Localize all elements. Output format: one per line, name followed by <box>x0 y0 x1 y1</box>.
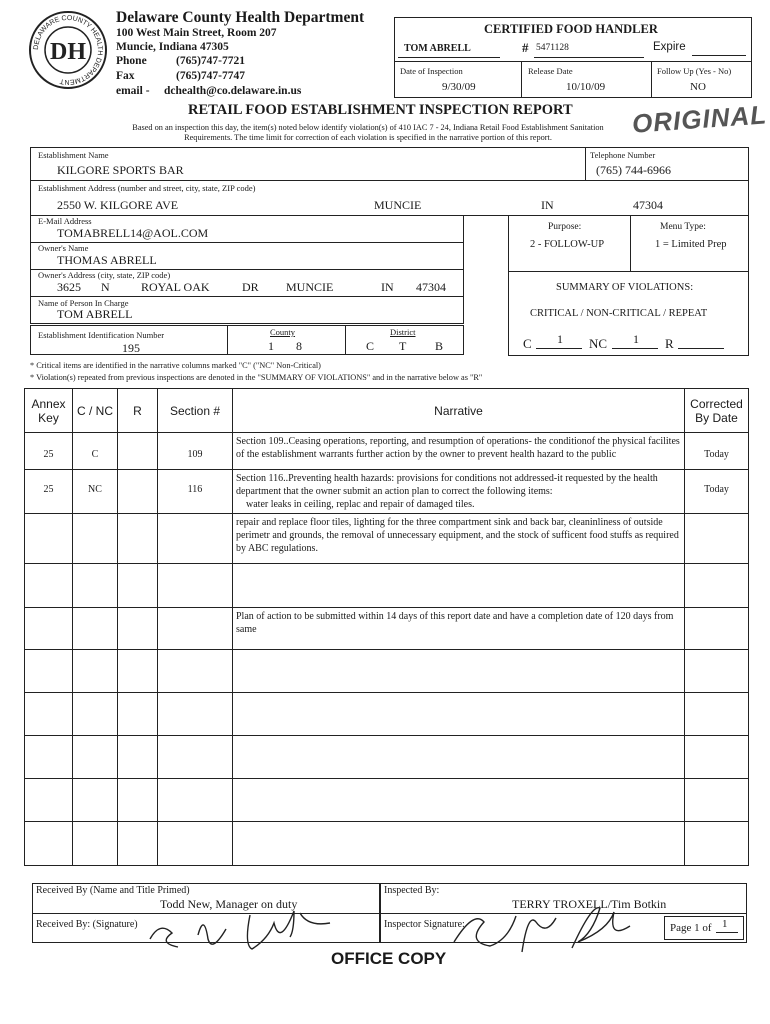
repeat-cell <box>118 433 158 470</box>
establishment-zip: 47304 <box>633 198 663 212</box>
menu-type-label: Menu Type: <box>660 222 706 232</box>
page-label: Page 1 of <box>670 922 712 934</box>
repeat-cell <box>118 564 158 608</box>
menu-type-value: 1 = Limited Prep <box>655 239 727 250</box>
c-nc-cell <box>73 693 118 736</box>
purpose-value: 2 - FOLLOW-UP <box>530 239 605 250</box>
violation-row <box>25 608 749 650</box>
establishment-name: KILGORE SPORTS BAR <box>57 163 184 177</box>
section-cell <box>158 736 233 779</box>
c-nc-cell: NC <box>73 470 118 514</box>
annex-key-cell: 25 <box>25 470 73 514</box>
section-cell <box>158 650 233 693</box>
annex-key-cell <box>25 779 73 822</box>
repeat-cell <box>118 693 158 736</box>
district-code-2: T <box>399 339 407 353</box>
narrative-cell <box>233 514 685 564</box>
summary-kinds: CRITICAL / NON-CRITICAL / REPEAT <box>530 308 708 319</box>
email-address-label: E-Mail Address <box>38 216 92 226</box>
owner-name: THOMAS ABRELL <box>57 253 157 267</box>
section-cell <box>158 514 233 564</box>
department-email: dchealth@co.delaware.in.us <box>164 85 302 97</box>
health-department-seal <box>28 10 108 90</box>
repeat-cell <box>118 736 158 779</box>
food-handler-name: TOM ABRELL <box>404 43 471 54</box>
release-date: 10/10/09 <box>566 81 606 93</box>
county-digit-1: 1 <box>268 339 274 353</box>
repeat-cell <box>118 779 158 822</box>
owner-street-suffix: DR <box>242 280 259 294</box>
repeat-items-note: * Violation(s) repeated from previous inspections are denoted in the "SUMMARY OF VIOLATIONS" and in the narrative below as "R" <box>30 373 483 382</box>
establishment-name-label: Establishment Name <box>38 150 109 160</box>
critical-items-note: * Critical items are identified in the narrative columns marked "C" ("NC" Non-Critical) <box>30 361 321 370</box>
department-name: Delaware County Health Department <box>116 9 365 26</box>
narrative-cell <box>233 693 685 736</box>
person-in-charge-label: Name of Person In Charge <box>38 298 129 308</box>
non-critical-count: 1 <box>633 332 639 346</box>
county-digit-2: 8 <box>296 339 302 353</box>
release-date-label: Release Date <box>528 66 573 76</box>
owner-city: MUNCIE <box>286 280 334 294</box>
district-code-1: C <box>366 339 375 353</box>
repeat-cell <box>118 514 158 564</box>
section-cell <box>158 779 233 822</box>
annex-key-cell <box>25 564 73 608</box>
section-cell: 116 <box>158 470 233 514</box>
non-critical-label: NC <box>589 336 608 351</box>
identification-label: Establishment Identification Number <box>38 330 165 340</box>
corrected-by-date-cell: Today <box>685 470 749 514</box>
violation-row <box>25 470 749 514</box>
c-nc-cell <box>73 564 118 608</box>
violation-row <box>25 514 749 564</box>
corrected-by-date-header: Corrected By Date <box>685 389 749 433</box>
seal-mark: DH <box>50 39 86 65</box>
seal-ring-text: DELAWARE COUNTY HEALTH DEPARTMENT <box>32 14 104 86</box>
repeat-header: R <box>118 389 158 433</box>
violation-row <box>25 564 749 608</box>
owner-name-label: Owner's Name <box>38 243 89 253</box>
expire-label: Expire <box>653 41 686 53</box>
corrected-by-date-cell <box>685 822 749 866</box>
received-by-label: Received By (Name and Title Primed) <box>36 885 190 896</box>
critical-count: 1 <box>557 332 563 346</box>
violation-row <box>25 736 749 779</box>
fax-label: Fax <box>116 70 135 82</box>
establishment-state: IN <box>541 198 554 212</box>
certificate-number-mark: # <box>522 40 529 55</box>
narrative-line: Section 109..Ceasing operations, reporting, and resumption of operations- the conditionof the physical facilites of the establishment warrants further action by the owner to prevent health hazard to the public <box>236 436 680 460</box>
narrative-line: repair and replace floor tiles, lighting for the three compartment sink and back bar, cleaninliness of outside perimetr and grounds, the removal of unnecessary equipment, and the stock of sufficent food stuffs as required by ABC regulations. <box>236 517 679 554</box>
department-phone: (765)747-7721 <box>176 55 245 67</box>
violation-row <box>25 779 749 822</box>
inspector-signature <box>444 902 634 958</box>
narrative-cell <box>233 564 685 608</box>
establishment-telephone: (765) 744-6966 <box>596 163 671 177</box>
inspected-by-name: TERRY TROXELL/Tim Botkin <box>512 897 667 911</box>
owner-street-direction: N <box>101 280 110 294</box>
violation-row <box>25 693 749 736</box>
section-cell <box>158 564 233 608</box>
food-handler-title: CERTIFIED FOOD HANDLER <box>484 22 658 36</box>
corrected-by-date-cell <box>685 514 749 564</box>
section-cell <box>158 608 233 650</box>
report-intro: Based on an inspection this day, the item(s) noted below identify violation(s) of 410 IAC 7 - 24, Indiana Retail Food Establishment Sanitation Requirements. The time limit for correction of each violation is specified in the narrative portion of this report. <box>132 123 604 143</box>
narrative-line: water leaks in ceiling, replac and repair of damaged tiles. <box>246 499 475 510</box>
annex-key-cell: 25 <box>25 433 73 470</box>
office-copy-label: OFFICE COPY <box>331 949 447 968</box>
annex-key-cell <box>25 693 73 736</box>
annex-key-cell <box>25 514 73 564</box>
violation-row <box>25 822 749 866</box>
district-label: District <box>390 327 416 337</box>
violation-row <box>25 650 749 693</box>
section-cell <box>158 822 233 866</box>
person-in-charge: TOM ABRELL <box>57 307 133 321</box>
critical-label: C <box>523 336 532 351</box>
address-label: Establishment Address (number and street, city, state, ZIP code) <box>38 183 256 193</box>
violations-table <box>24 388 749 866</box>
narrative-header: Narrative <box>233 389 685 433</box>
follow-up-value: NO <box>690 81 706 93</box>
section-header: Section # <box>158 389 233 433</box>
department-address: 100 West Main Street, Room 207 <box>116 27 277 39</box>
c-nc-cell <box>73 608 118 650</box>
c-nc-cell <box>73 779 118 822</box>
original-stamp: ORIGINAL <box>631 99 768 139</box>
repeat-cell <box>118 822 158 866</box>
corrected-by-date-cell <box>685 608 749 650</box>
narrative-cell <box>233 470 685 514</box>
c-nc-cell <box>73 822 118 866</box>
narrative-cell <box>233 433 685 470</box>
department-city: Muncie, Indiana 47305 <box>116 41 229 53</box>
summary-title: SUMMARY OF VIOLATIONS: <box>556 282 694 293</box>
report-title: RETAIL FOOD ESTABLISHMENT INSPECTION REPORT <box>188 102 573 118</box>
owner-state: IN <box>381 280 394 294</box>
narrative-line: Plan of action to be submitted within 14 days of this report date and have a completion date of 120 days from same <box>236 611 674 635</box>
corrected-by-date-cell <box>685 779 749 822</box>
violation-row <box>25 433 749 470</box>
narrative-cell <box>233 650 685 693</box>
narrative-line: Section 116..Preventing health hazards: provisions for conditions not addressed-it requested by the health department that the owner submit an action plan to correct the following items: <box>236 473 658 497</box>
repeat-cell <box>118 470 158 514</box>
owner-street-number: 3625 <box>57 280 81 294</box>
corrected-by-date-cell: Today <box>685 433 749 470</box>
establishment-email: TOMABRELL14@AOL.COM <box>57 226 209 240</box>
phone-label: Phone <box>116 55 147 67</box>
page-total: 1 <box>722 918 728 930</box>
owner-zip: 47304 <box>416 280 446 294</box>
c-nc-cell <box>73 514 118 564</box>
purpose-label: Purpose: <box>548 222 582 232</box>
c-nc-cell: C <box>73 433 118 470</box>
establishment-city: MUNCIE <box>374 198 422 212</box>
repeat-label: R <box>665 336 674 351</box>
repeat-cell <box>118 650 158 693</box>
section-cell <box>158 693 233 736</box>
owner-street-name: ROYAL OAK <box>141 280 210 294</box>
c-nc-header: C / NC <box>73 389 118 433</box>
inspector-signature-label: Inspector Signature: <box>384 919 465 930</box>
annex-key-cell <box>25 650 73 693</box>
telephone-label: Telephone Number <box>590 150 656 160</box>
c-nc-cell <box>73 736 118 779</box>
annex-key-cell <box>25 608 73 650</box>
section-cell: 109 <box>158 433 233 470</box>
received-signature <box>140 905 340 955</box>
received-by-name: Todd New, Manager on duty <box>160 897 298 911</box>
certificate-number: 5471128 <box>536 43 569 53</box>
narrative-cell <box>233 822 685 866</box>
narrative-cell <box>233 736 685 779</box>
corrected-by-date-cell <box>685 693 749 736</box>
inspected-by-label: Inspected By: <box>384 885 440 896</box>
annex-key-header: Annex Key <box>25 389 73 433</box>
narrative-cell <box>233 779 685 822</box>
email-label: email - <box>116 85 150 97</box>
repeat-cell <box>118 608 158 650</box>
district-code-3: B <box>435 339 444 353</box>
corrected-by-date-cell <box>685 650 749 693</box>
inspection-date: 9/30/09 <box>442 81 476 93</box>
received-signature-label: Received By: (Signature) <box>36 919 138 930</box>
county-label: County <box>270 327 296 337</box>
corrected-by-date-cell <box>685 564 749 608</box>
c-nc-cell <box>73 650 118 693</box>
annex-key-cell <box>25 736 73 779</box>
department-fax: (765)747-7747 <box>176 70 245 82</box>
inspection-date-label: Date of Inspection <box>400 66 463 76</box>
corrected-by-date-cell <box>685 736 749 779</box>
annex-key-cell <box>25 822 73 866</box>
establishment-identification: 195 <box>122 341 140 355</box>
establishment-street: 2550 W. KILGORE AVE <box>57 198 179 212</box>
narrative-cell <box>233 608 685 650</box>
follow-up-label: Follow Up (Yes - No) <box>657 66 732 76</box>
owner-address-label: Owner's Address (city, state, ZIP code) <box>38 270 171 280</box>
